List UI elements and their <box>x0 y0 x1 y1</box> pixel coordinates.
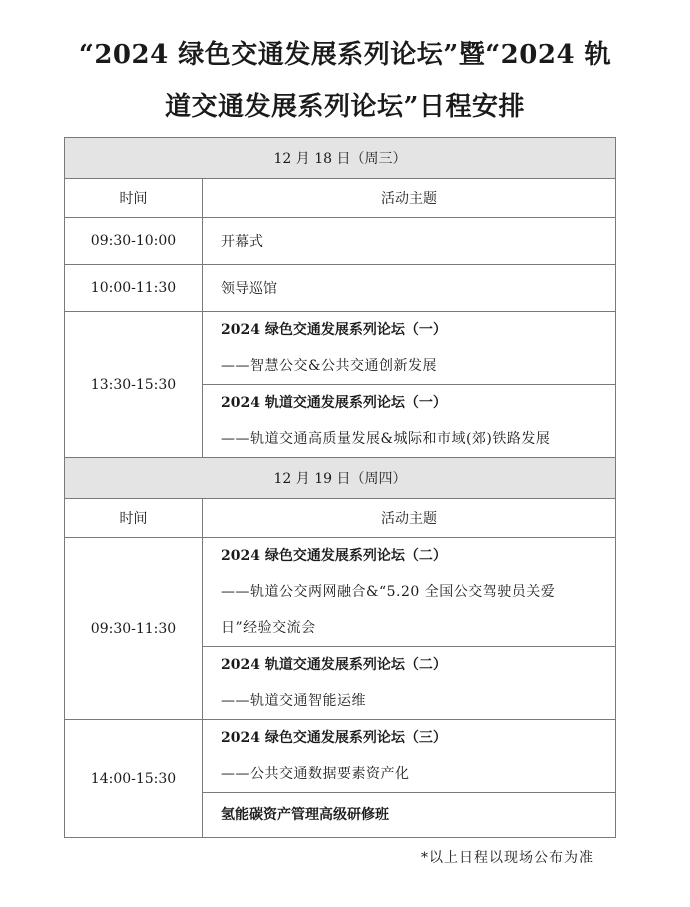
session-time: 13:30-15:30 <box>65 312 203 458</box>
row-topic: 开幕式 <box>203 218 616 265</box>
topic-subtitle: ——公共交通数据要素资产化 <box>221 766 410 782</box>
session-time: 14:00-15:30 <box>65 720 203 838</box>
topic-title: 2024 绿色交通发展系列论坛（二） <box>221 548 447 564</box>
topic-subtitle: ——轨道交通智能运维 <box>221 693 366 709</box>
topic-subtitle: 日”经验交流会 <box>221 620 316 636</box>
table-row <box>65 265 616 312</box>
day2-header-topic: 活动主题 <box>203 499 616 538</box>
topic-subtitle: ——轨道公交两网融合&“5.20 全国公交驾驶员关爱 <box>221 584 556 600</box>
topic-title: 氢能碳资产管理高级研修班 <box>221 807 389 823</box>
table-row <box>65 538 616 647</box>
page-title-line2: 道交通发展系列论坛”日程安排 <box>165 92 525 122</box>
schedule-table <box>64 137 616 838</box>
table-row <box>65 218 616 265</box>
day2-header-row <box>65 499 616 538</box>
session-topic-b <box>203 647 616 720</box>
day2-date: 12 月 19 日（周四） <box>65 458 616 499</box>
day1-header-topic: 活动主题 <box>203 179 616 218</box>
day1-date: 12 月 18 日（周三） <box>65 138 616 179</box>
row-topic: 领导巡馆 <box>203 265 616 312</box>
session-topic-a <box>203 720 616 793</box>
day1-header-row <box>65 179 616 218</box>
session-topic-b <box>203 793 616 838</box>
day1-header-time: 时间 <box>65 179 203 218</box>
topic-title: 2024 绿色交通发展系列论坛（一） <box>221 322 447 338</box>
day1-date-row <box>65 138 616 179</box>
session-topic-a <box>203 538 616 647</box>
session-topic-b <box>203 385 616 458</box>
topic-title: 2024 轨道交通发展系列论坛（一） <box>221 395 447 411</box>
day2-date-row <box>65 458 616 499</box>
topic-subtitle: ——智慧公交&公共交通创新发展 <box>221 358 437 374</box>
topic-title: 2024 绿色交通发展系列论坛（三） <box>221 730 447 746</box>
row-time: 10:00-11:30 <box>65 265 203 312</box>
footnote: *以上日程以现场公布为准 <box>421 850 594 866</box>
topic-title: 2024 轨道交通发展系列论坛（二） <box>221 657 447 673</box>
page-title-line1: “2024 绿色交通发展系列论坛”暨“2024 轨 <box>78 40 612 70</box>
table-row <box>65 312 616 385</box>
session-topic-a <box>203 312 616 385</box>
day2-header-time: 时间 <box>65 499 203 538</box>
session-time: 09:30-11:30 <box>65 538 203 720</box>
table-row <box>65 720 616 793</box>
topic-subtitle: ——轨道交通高质量发展&城际和市域(郊)铁路发展 <box>221 431 551 447</box>
row-time: 09:30-10:00 <box>65 218 203 265</box>
